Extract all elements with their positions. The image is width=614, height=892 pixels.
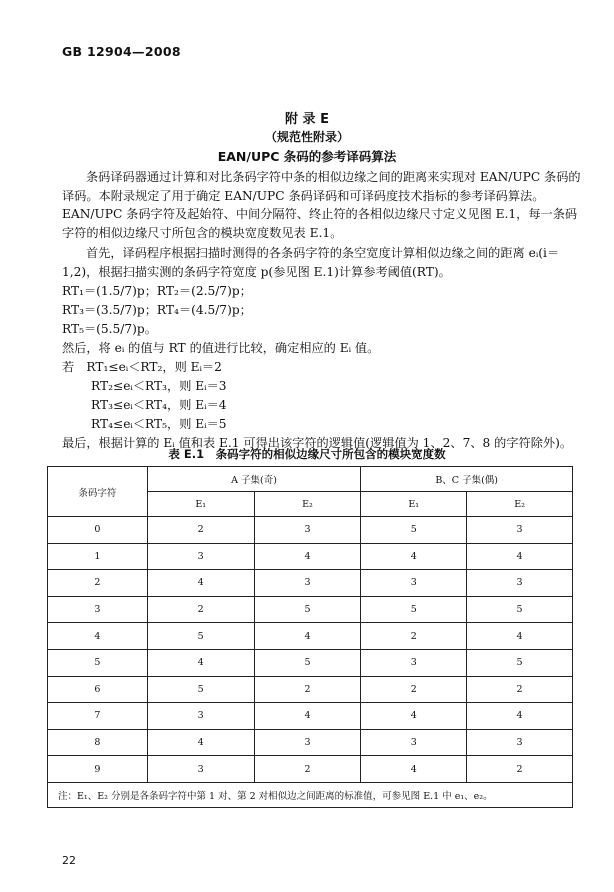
- table-row: [48, 649, 573, 676]
- cell: 4: [147, 729, 254, 756]
- standard-number: GB 12904—2008: [62, 44, 181, 59]
- cell: 2: [147, 517, 254, 544]
- cell: 3: [467, 729, 573, 756]
- cell: 2: [467, 756, 573, 783]
- table-note-row: [48, 782, 573, 807]
- header-char: 条码字符: [48, 467, 148, 517]
- cell: 5: [254, 649, 361, 676]
- cell: 2: [361, 623, 467, 650]
- cell: 5: [467, 596, 573, 623]
- module-width-table: [47, 466, 573, 808]
- cell: 3: [254, 517, 361, 544]
- table-row: [48, 703, 573, 730]
- cell: 4: [48, 623, 148, 650]
- first-text: 首先，译码程序根据扫描时测得的各条码字符的条空宽度计算相似边缘之间的距离 eᵢ(i＝1,2)，根据扫描实测的条码字符宽度 p(参见图 E.1)计算参考阈值(RT)。: [62, 246, 560, 279]
- cell: 5: [254, 596, 361, 623]
- header-a-e2: E₂: [254, 492, 361, 517]
- cell: 5: [147, 676, 254, 703]
- table-row: [48, 756, 573, 783]
- table-row: [48, 570, 573, 597]
- cell: 2: [48, 570, 148, 597]
- table-row: [48, 623, 573, 650]
- cell: 2: [467, 676, 573, 703]
- cell: 4: [467, 543, 573, 570]
- cell: 3: [361, 570, 467, 597]
- cell: 3: [361, 649, 467, 676]
- cell: 3: [147, 756, 254, 783]
- cell: 1: [48, 543, 148, 570]
- condition-line-2: RT₂≤eᵢ＜RT₃，则 Eᵢ＝3: [91, 379, 227, 393]
- cell: 3: [48, 596, 148, 623]
- cell: 4: [254, 543, 361, 570]
- annex-title: 附 录 E: [285, 112, 329, 127]
- intro-paragraph: [62, 168, 582, 242]
- cell: 3: [361, 729, 467, 756]
- cell: 3: [254, 729, 361, 756]
- cell: 5: [361, 517, 467, 544]
- compare-line: 然后，将 eᵢ 的值与 RT 的值进行比较，确定相应的 Eᵢ 值。: [62, 341, 380, 355]
- cell: 9: [48, 756, 148, 783]
- header-bc-e1: E₁: [361, 492, 467, 517]
- table-caption: 表 E.1 条码字符的相似边缘尺寸所包含的模块宽度数: [168, 447, 446, 461]
- cell: 4: [467, 703, 573, 730]
- cell: 7: [48, 703, 148, 730]
- rt-line-2: RT₃＝(3.5/7)p；RT₄＝(4.5/7)p；: [62, 303, 252, 317]
- cell: 5: [48, 649, 148, 676]
- condition-line-3: RT₃≤eᵢ＜RT₄，则 Eᵢ＝4: [91, 398, 227, 412]
- intro-text: 条码译码器通过计算和对比条码字符中条的相似边缘之间的距离来实现对 EAN/UPC 条码的译码。本附录规定了用于确定 EAN/UPC 条码译码和可译码度技术指标的参考译码算法。EAN/UPC 条码字符及起始符、中间分隔符、终止符的各相似边缘尺寸定义见图 E.1，每一条码字符的相似边缘尺寸所包含的模块宽度数见表 E.1。: [62, 170, 581, 240]
- cell: 3: [254, 570, 361, 597]
- cell: 4: [147, 570, 254, 597]
- table-row: [48, 596, 573, 623]
- cell: 4: [361, 543, 467, 570]
- cell: 5: [361, 596, 467, 623]
- header-subset-a: A 子集(奇): [147, 467, 361, 492]
- rt-line-1: RT₁＝(1.5/7)p；RT₂＝(2.5/7)p；: [62, 284, 252, 298]
- table-row: [48, 676, 573, 703]
- table-header-row: [48, 467, 573, 492]
- cell: 4: [361, 756, 467, 783]
- table-note: 注：E₁、E₂ 分别是各条码字符中第 1 对、第 2 对相似边之间距离的标准值，可参见图 E.1 中 e₁、e₂。: [48, 782, 573, 807]
- condition-line-4: RT₄≤eᵢ＜RT₅，则 Eᵢ＝5: [91, 417, 227, 431]
- cell: 3: [467, 570, 573, 597]
- cell: 6: [48, 676, 148, 703]
- cell: 2: [147, 596, 254, 623]
- cell: 2: [254, 676, 361, 703]
- cell: 3: [467, 517, 573, 544]
- page-number: 22: [62, 854, 76, 867]
- final-line: 最后，根据计算的 Eᵢ 值和表 E.1 可得出该字符的逻辑值(逻辑值为 1、2、7、8 的字符除外)。: [62, 436, 573, 450]
- cell: 4: [467, 623, 573, 650]
- condition-line-1: 若 RT₁≤eᵢ＜RT₂，则 Eᵢ＝2: [62, 360, 222, 374]
- annex-heading: EAN/UPC 条码的参考译码算法: [217, 149, 397, 164]
- annex-subtitle: （规范性附录）: [264, 130, 349, 144]
- cell: 8: [48, 729, 148, 756]
- cell: 5: [147, 623, 254, 650]
- cell: 0: [48, 517, 148, 544]
- cell: 3: [147, 703, 254, 730]
- cell: 4: [254, 623, 361, 650]
- cell: 2: [254, 756, 361, 783]
- cell: 4: [254, 703, 361, 730]
- header-subset-bc: B、C 子集(偶): [361, 467, 573, 492]
- first-paragraph: [62, 244, 582, 281]
- header-a-e1: E₁: [147, 492, 254, 517]
- cell: 4: [147, 649, 254, 676]
- table-row: [48, 729, 573, 756]
- cell: 2: [361, 676, 467, 703]
- rt-line-3: RT₅＝(5.5/7)p。: [62, 322, 157, 336]
- cell: 5: [467, 649, 573, 676]
- table-row: [48, 517, 573, 544]
- table-row: [48, 543, 573, 570]
- cell: 3: [147, 543, 254, 570]
- cell: 4: [361, 703, 467, 730]
- header-bc-e2: E₂: [467, 492, 573, 517]
